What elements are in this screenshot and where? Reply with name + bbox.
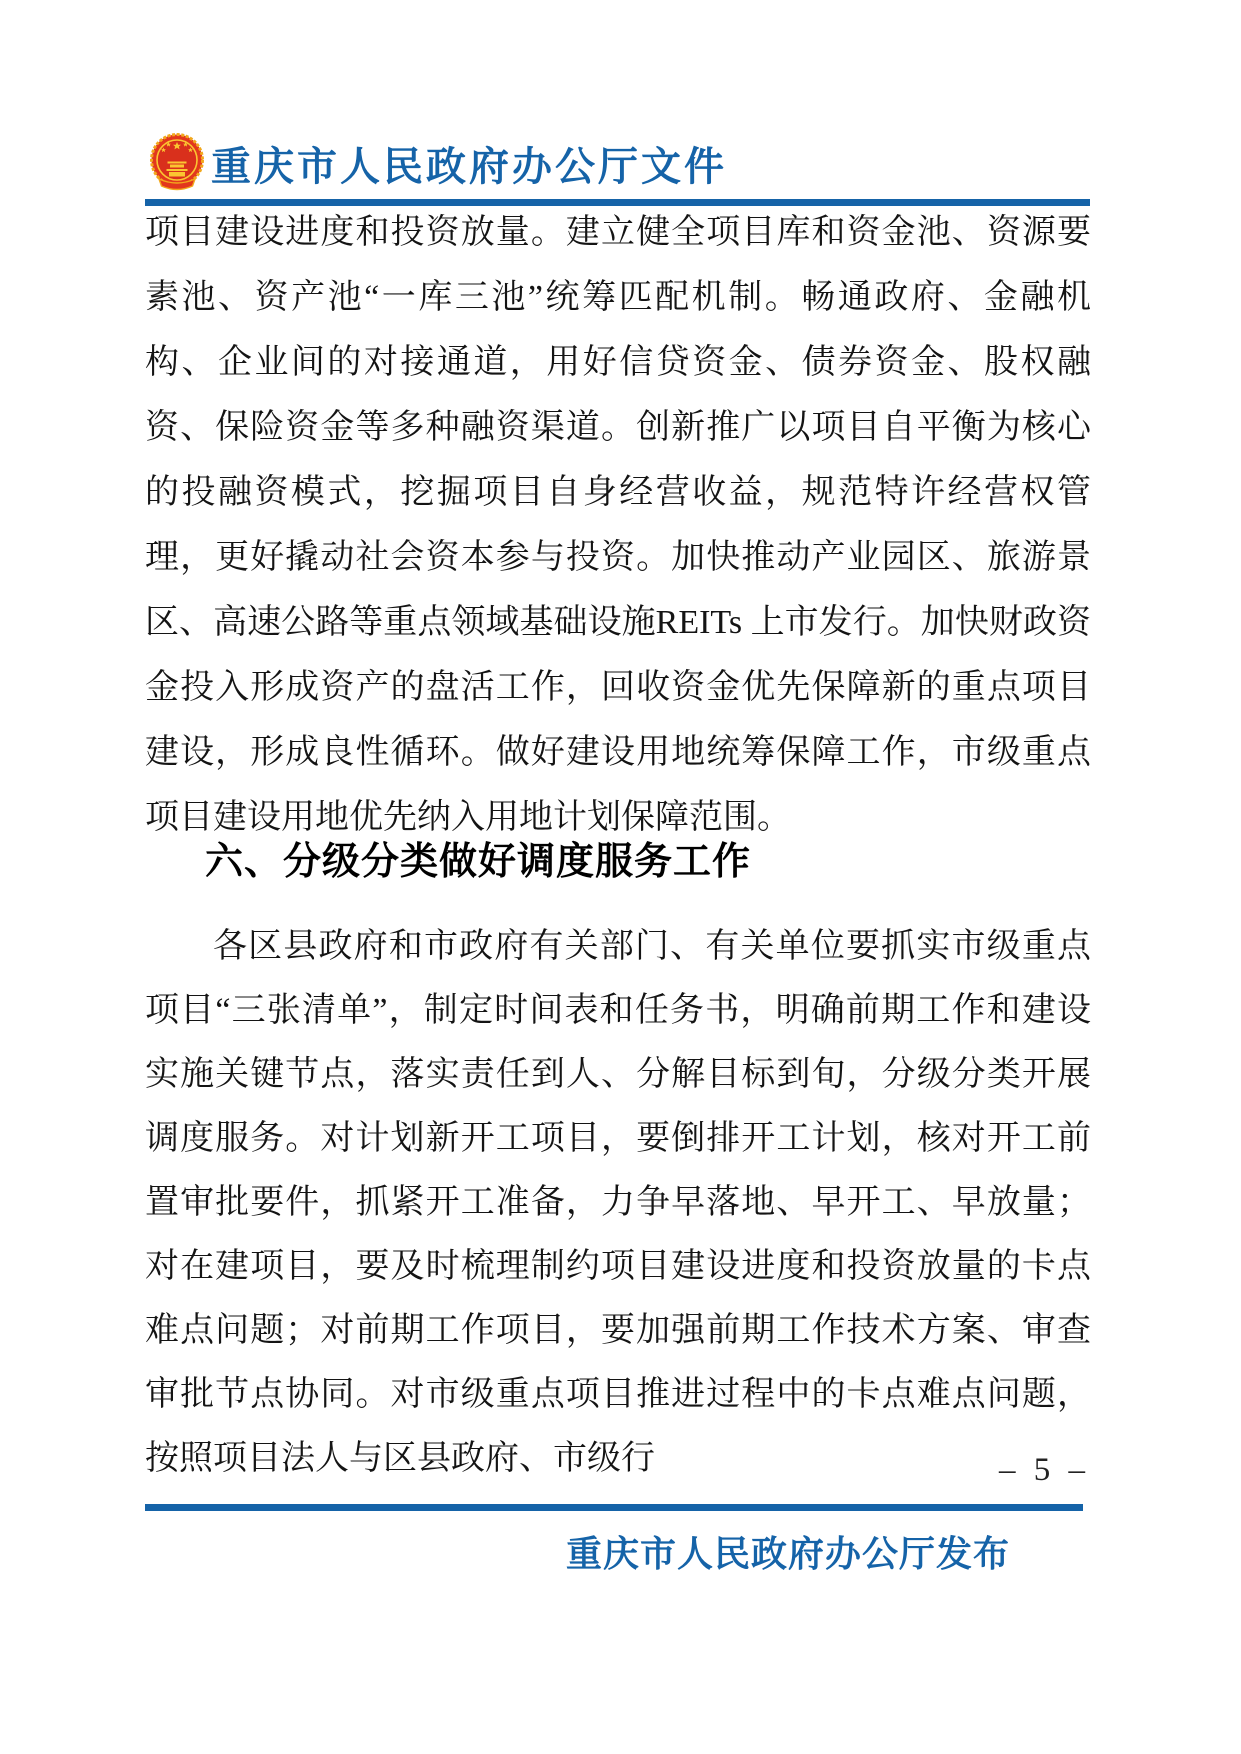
body-paragraph-continuation: 项目建设进度和投资放量。建立健全项目库和资金池、资源要素池、资产池“一库三池”统筹匹配机制。畅通政府、金融机构、企业间的对接通道，用好信贷资金、债券资金、股权融资、保险资金等多种融资渠道。创新推广以项目自平衡为核心的投融资模式，挖掘项目自身经营收益，规范特许经营权管理，更好撬动社会资本参与投资。加快推动产业园区、旅游景区、高速公路等重点领域基础设施REITs 上市发行。加快财政资金投入形成资产的盘活工作，回收资金优先保障新的重点项目建设，形成良性循环。做好建设用地统筹保障工作，市级重点项目建设用地优先纳入用地计划保障范围。 [145, 214, 1091, 836]
china-national-emblem-icon [148, 133, 206, 193]
publisher-label: 重庆市人民政府办公厅发布 [565, 1533, 1010, 1574]
footer-divider [145, 1504, 1083, 1511]
document-header [148, 133, 727, 193]
body-paragraph: 各区县政府和市政府有关部门、有关单位要抓实市级重点项目“三张清单”，制定时间表和任务书，明确前期工作和建设实施关键节点，落实责任到人、分解目标到旬，分级分类开展调度服务。对计划新开工项目，要倒排开工计划，核对开工前置审批要件，抓紧开工准备，力争早落地、早开工、早放量；对在建项目，要及时梳理制约项目建设进度和投资放量的卡点难点问题；对前期工作项目，要加强前期工作技术方案、审查审批节点协同。对市级重点项目推进过程中的卡点难点问题，按照项目法人与区县政府、市级行 [145, 928, 1091, 1477]
page-number: – 5 – [999, 1452, 1090, 1488]
section-heading: 六、分级分类做好调度服务工作 [205, 841, 752, 883]
document-title: 重庆市人民政府办公厅文件 [211, 143, 727, 189]
